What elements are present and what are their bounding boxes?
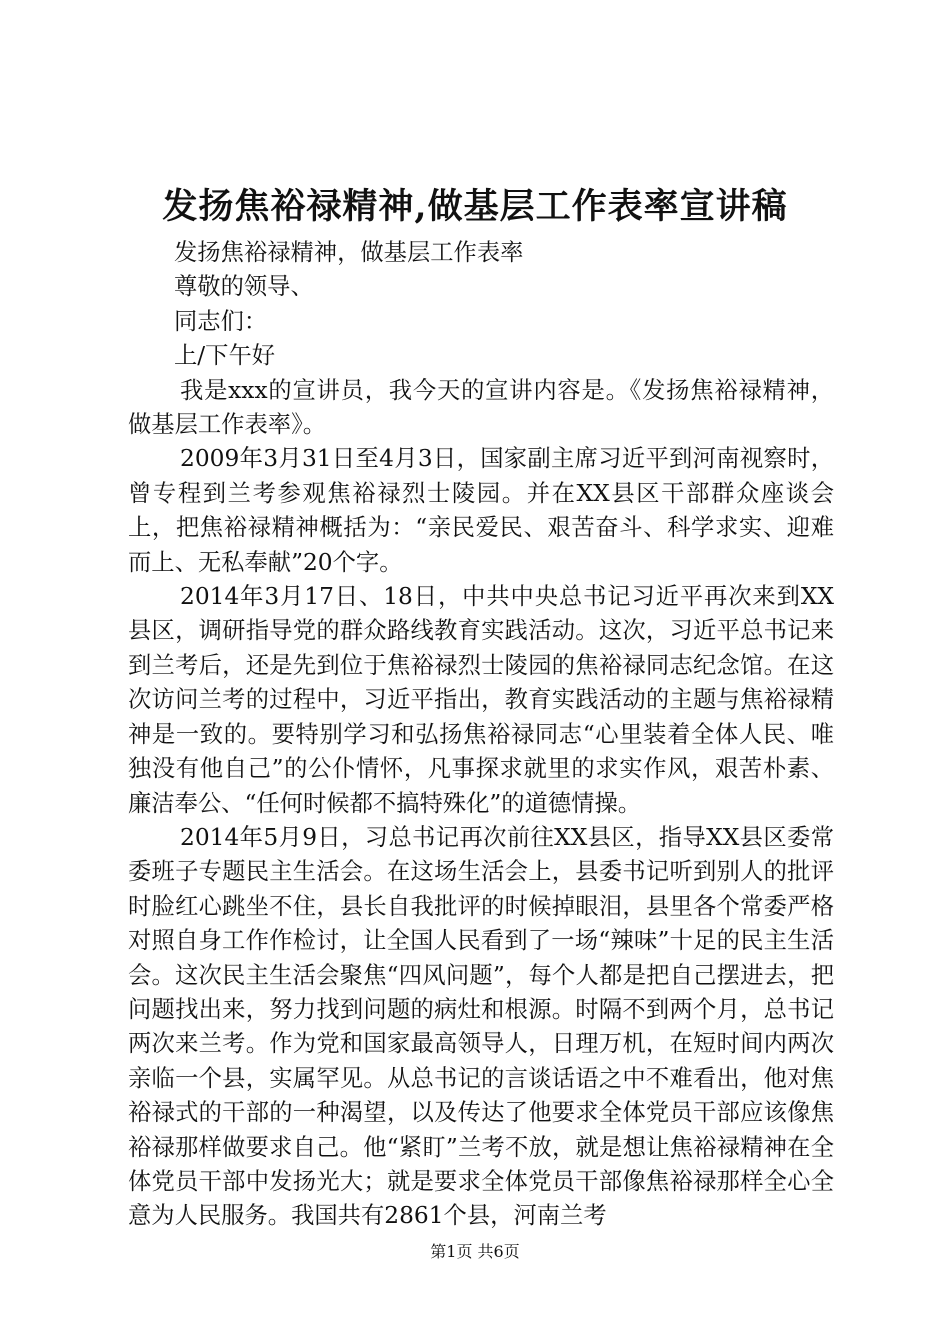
- document-body: [128, 236, 834, 1234]
- body-paragraph: 2014年3月17日、18日，中共中央总书记习近平再次来到XX县区，调研指导党的群众路线教育实践活动。这次，习近平总书记来到兰考后，还是先到位于焦裕禄烈士陵园的焦裕禄同志纪念馆。在这次访问兰考的过程中，习近平指出，教育实践活动的主题与焦裕禄精神是一致的。要特别学习和弘扬焦裕禄同志“心里装着全体人民、唯独没有他自己”的公仆情怀，凡事探求就里的求实作风，艰苦朴素、廉洁奉公、“任何时候都不搞特殊化”的道德情操。: [128, 583, 834, 817]
- body-paragraph: 2014年5月9日，习总书记再次前往XX县区，指导XX县区委常委班子专题民主生活会。在这场生活会上，县委书记听到别人的批评时脸红心跳坐不住，县长自我批评的时候掉眼泪，县里各个常委严格对照自身工作作检讨，让全国人民看到了一场“辣味”十足的民主生活会。这次民主生活会聚焦“四风问题”，每个人都是把自己摆进去，把问题找出来，努力找到问题的病灶和根源。时隔不到两个月，总书记两次来兰考。作为党和国家最高领导人，日理万机，在短时间内两次亲临一个县，实属罕见。从总书记的言谈话语之中不难看出，他对焦裕禄式的干部的一种渴望，以及传达了他要求全体党员干部应该像焦裕禄那样做要求自己。他“紧盯”兰考不放，就是想让焦裕禄精神在全体党员干部中发扬光大；就是要求全体党员干部像焦裕禄那样全心全意为人民服务。我国共有2861个县，河南兰考: [128, 823, 834, 1230]
- greeting-line: 上/下午好: [174, 342, 276, 370]
- page-number-footer: 第1页 共6页: [430, 1242, 520, 1261]
- body-paragraph: 我是xxx的宣讲员，我今天的宣讲内容是。《发扬焦裕禄精神，做基层工作表率》。: [128, 376, 834, 439]
- subtitle-line: 发扬焦裕禄精神，做基层工作表率: [174, 239, 524, 266]
- salutation-line: 尊敬的领导、: [174, 273, 314, 301]
- document-title: 发扬焦裕禄精神,做基层工作表率宣讲稿: [162, 186, 788, 227]
- body-paragraph: 2009年3月31日至4月3日，国家副主席习近平到河南视察时，曾专程到兰考参观焦裕禄烈士陵园。并在XX县区干部群众座谈会上，把焦裕禄精神概括为：“亲民爱民、艰苦奋斗、科学求实、迎难而上、无私奉献”20个字。: [128, 445, 834, 576]
- salutation-line: 同志们：: [174, 307, 268, 335]
